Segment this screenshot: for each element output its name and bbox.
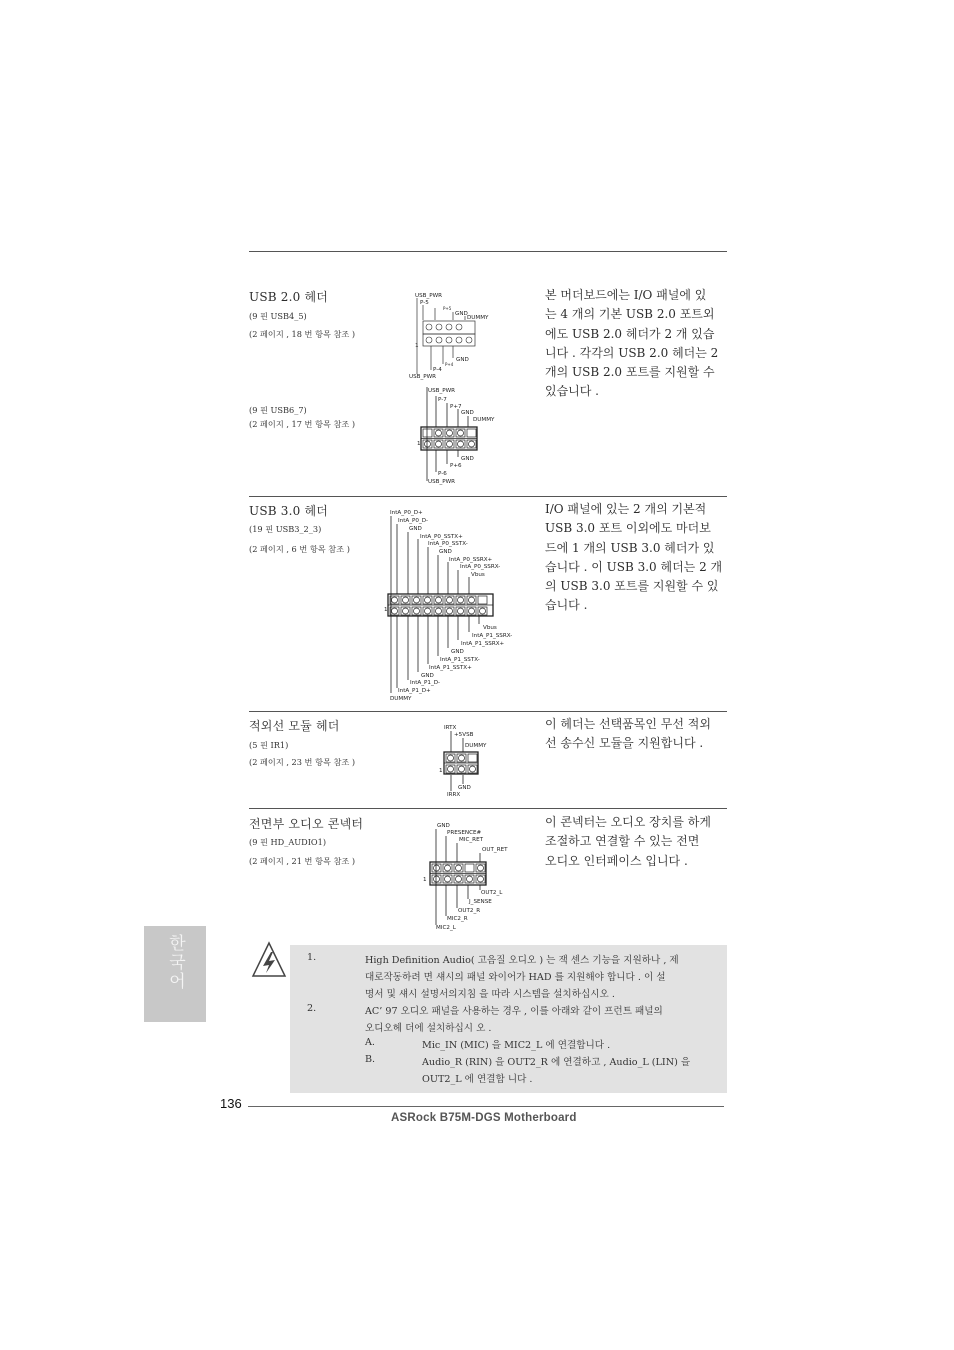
svg-text:P-5: P-5 <box>420 300 429 306</box>
note-sub-b-line-2: OUT2_L 에 연결합 니다 . <box>422 1074 533 1085</box>
ir-note-pins: (5 핀 IR1) <box>249 740 289 750</box>
section-divider-1 <box>249 496 727 497</box>
svg-text:IntA_P1_SSTX-: IntA_P1_SSTX- <box>440 657 480 663</box>
ir-note-page: (2 페이지 , 23 번 항목 참조 ) <box>249 757 356 767</box>
audio-header-diagram <box>420 818 530 936</box>
usb20-note-pins-a: (9 핀 USB4_5) <box>249 311 307 321</box>
usb20-title: USB 2.0 헤더 <box>249 290 329 304</box>
svg-text:1: 1 <box>417 441 421 447</box>
svg-text:GND: GND <box>458 785 471 791</box>
usb30-header-diagram <box>383 506 523 706</box>
svg-text:1: 1 <box>423 877 427 883</box>
svg-text:P-6: P-6 <box>438 471 447 477</box>
svg-text:MIC2_L: MIC2_L <box>436 925 456 931</box>
note-1-line-2: 대로작동하려 면 섀시의 패널 와이어가 HAD 를 지원해야 합니다 . 이 설 <box>365 972 666 983</box>
svg-text:P+4: P+4 <box>445 362 454 367</box>
language-side-tab <box>144 926 206 1022</box>
svg-text:IntA_P0_SSRX-: IntA_P0_SSRX- <box>460 564 501 570</box>
audio-note-pins: (9 핀 HD_AUDIO1) <box>249 837 327 847</box>
svg-text:MIC_RET: MIC_RET <box>459 837 484 843</box>
svg-text:IntA_P0_SSTX+: IntA_P0_SSTX+ <box>420 534 463 540</box>
note-2-line-1: AC’ 97 오디오 패널을 사용하는 경우 , 이를 아래와 같이 프런트 패널의 <box>365 1006 663 1017</box>
section-divider-2 <box>249 711 727 712</box>
ir-header-diagram <box>437 720 507 800</box>
svg-text:GND: GND <box>409 526 422 532</box>
svg-text:GND: GND <box>439 549 452 555</box>
notes-box <box>290 945 727 1093</box>
svg-text:Vbus: Vbus <box>471 572 485 578</box>
svg-text:IntA_P1_SSRX+: IntA_P1_SSRX+ <box>461 641 505 647</box>
svg-text:IntA_P1_D-: IntA_P1_D- <box>410 680 441 686</box>
note-2-line-2: 오디오헤 더에 설치하십시 오 . <box>365 1023 492 1034</box>
svg-text:IntA_P0_SSTX-: IntA_P0_SSTX- <box>428 541 468 547</box>
usb20-note-pins-b: (9 핀 USB6_7) <box>249 405 307 415</box>
svg-text:1: 1 <box>415 343 419 349</box>
note-sub-b-line-1: Audio_R (RIN) 을 OUT2_R 에 연결하고 , Audio_L (LIN) 을 <box>422 1057 691 1068</box>
svg-text:DUMMY: DUMMY <box>473 417 495 423</box>
svg-text:1: 1 <box>384 607 388 613</box>
svg-text:IntA_P0_SSRX+: IntA_P0_SSRX+ <box>449 557 493 563</box>
svg-text:1: 1 <box>439 768 443 774</box>
note-1-line-1: High Definition Audio( 고음질 오디오 ) 는 잭 센스 기능을 지원하나 , 제 <box>365 955 679 966</box>
usb20-note-page-b: (2 페이지 , 17 번 항목 참조 ) <box>249 419 356 429</box>
svg-text:IntA_P1_SSRX-: IntA_P1_SSRX- <box>472 633 513 639</box>
svg-text:P+6: P+6 <box>450 463 462 469</box>
svg-text:P-7: P-7 <box>438 397 447 403</box>
svg-text:P-4: P-4 <box>433 367 442 373</box>
svg-text:IRTX: IRTX <box>444 725 457 731</box>
note-number-2: 2. <box>307 1003 317 1014</box>
audio-note-page: (2 페이지 , 21 번 항목 참조 ) <box>249 856 356 866</box>
svg-text:DUMMY: DUMMY <box>467 315 489 321</box>
audio-description: 이 콘넥터는 오디오 장치를 하게 조절하고 연결할 수 있는 전면 오디오 인터페이스 입니다 . <box>545 815 711 868</box>
svg-text:DUMMY: DUMMY <box>465 743 487 749</box>
ir-title: 적외선 모듈 헤더 <box>249 719 340 733</box>
svg-text:+5VSB: +5VSB <box>454 732 474 738</box>
usb20-note-page-a: (2 페이지 , 18 번 항목 참조 ) <box>249 329 356 339</box>
footer-rule <box>248 1106 724 1107</box>
note-1-line-3: 명서 및 섀시 설명서의지침 을 따라 시스템을 설치하십시오 . <box>365 989 615 1000</box>
svg-text:USB_PWR: USB_PWR <box>415 293 443 299</box>
svg-text:USB_PWR: USB_PWR <box>409 374 437 380</box>
note-number-1: 1. <box>307 952 317 963</box>
usb20-header-diagram-large <box>410 383 520 488</box>
svg-text:GND: GND <box>455 311 468 317</box>
usb20-header-diagram-small <box>405 290 515 385</box>
page-number: 136 <box>220 1096 242 1111</box>
svg-text:USB_PWR: USB_PWR <box>428 388 456 394</box>
svg-text:MIC2_R: MIC2_R <box>447 916 468 922</box>
svg-text:Vbus: Vbus <box>483 625 497 631</box>
svg-text:IntA_P0_D-: IntA_P0_D- <box>398 518 429 524</box>
usb30-note-page: (2 페이지 , 6 번 항목 참조 ) <box>249 544 350 554</box>
footer-title: ASRock B75M-DGS Motherboard <box>391 1112 577 1124</box>
warning-icon <box>250 940 288 982</box>
usb30-title: USB 3.0 헤더 <box>249 504 329 518</box>
top-rule <box>249 251 727 252</box>
usb30-note-pins: (19 핀 USB3_2_3) <box>249 524 322 534</box>
svg-text:IntA_P0_D+: IntA_P0_D+ <box>390 510 423 516</box>
svg-text:GND: GND <box>437 823 450 829</box>
usb20-description: 본 머더보드에는 I/O 패널에 있 는 4 개의 기본 USB 2.0 포트외 에도 USB 2.0 헤더가 2 개 있습 니다 . 각각의 USB 2.0 헤더는 2 개의 USB 2.0 포트를 지원할 수 있습니다 . <box>545 288 719 399</box>
note-sub-a-text: Mic_IN (MIC) 을 MIC2_L 에 연결합니다 . <box>422 1040 611 1051</box>
svg-text:PRESENCE#: PRESENCE# <box>447 830 482 836</box>
note-sub-a-label: A. <box>365 1037 375 1048</box>
svg-text:IntA_P1_SSTX+: IntA_P1_SSTX+ <box>429 665 472 671</box>
svg-text:IntA_P1_D+: IntA_P1_D+ <box>398 688 431 694</box>
svg-text:GND: GND <box>461 456 474 462</box>
svg-text:GND: GND <box>451 649 464 655</box>
usb30-description: I/O 패널에 있는 2 개의 기본적 USB 3.0 포트 이외에도 마더보 드에 1 개의 USB 3.0 헤더가 있 습니다 . 이 USB 3.0 헤더는 2 개 의 USB 3.0 포트를 지원할 수 있 습니다 . <box>545 502 723 613</box>
svg-text:J_SENSE: J_SENSE <box>469 899 492 905</box>
note-sub-b-label: B. <box>365 1054 376 1065</box>
svg-text:OUT_RET: OUT_RET <box>482 847 508 853</box>
svg-text:GND: GND <box>421 673 434 679</box>
svg-text:USB_PWR: USB_PWR <box>428 479 456 485</box>
ir-description: 이 헤더는 선택품목인 무선 적외 선 송수신 모듈을 지원합니다 . <box>545 717 711 751</box>
language-side-tab-label: 한국어 <box>165 934 185 991</box>
svg-text:GND: GND <box>461 410 474 416</box>
svg-text:OUT2_R: OUT2_R <box>458 908 481 914</box>
section-divider-3 <box>249 808 727 809</box>
svg-text:GND: GND <box>456 357 469 363</box>
svg-text:OUT2_L: OUT2_L <box>481 890 503 896</box>
svg-text:IRRX: IRRX <box>447 792 461 798</box>
svg-text:DUMMY: DUMMY <box>390 696 412 702</box>
svg-text:P+7: P+7 <box>450 404 462 410</box>
audio-title: 전면부 오디오 콘넥터 <box>249 817 364 831</box>
svg-text:P+5: P+5 <box>443 306 452 311</box>
